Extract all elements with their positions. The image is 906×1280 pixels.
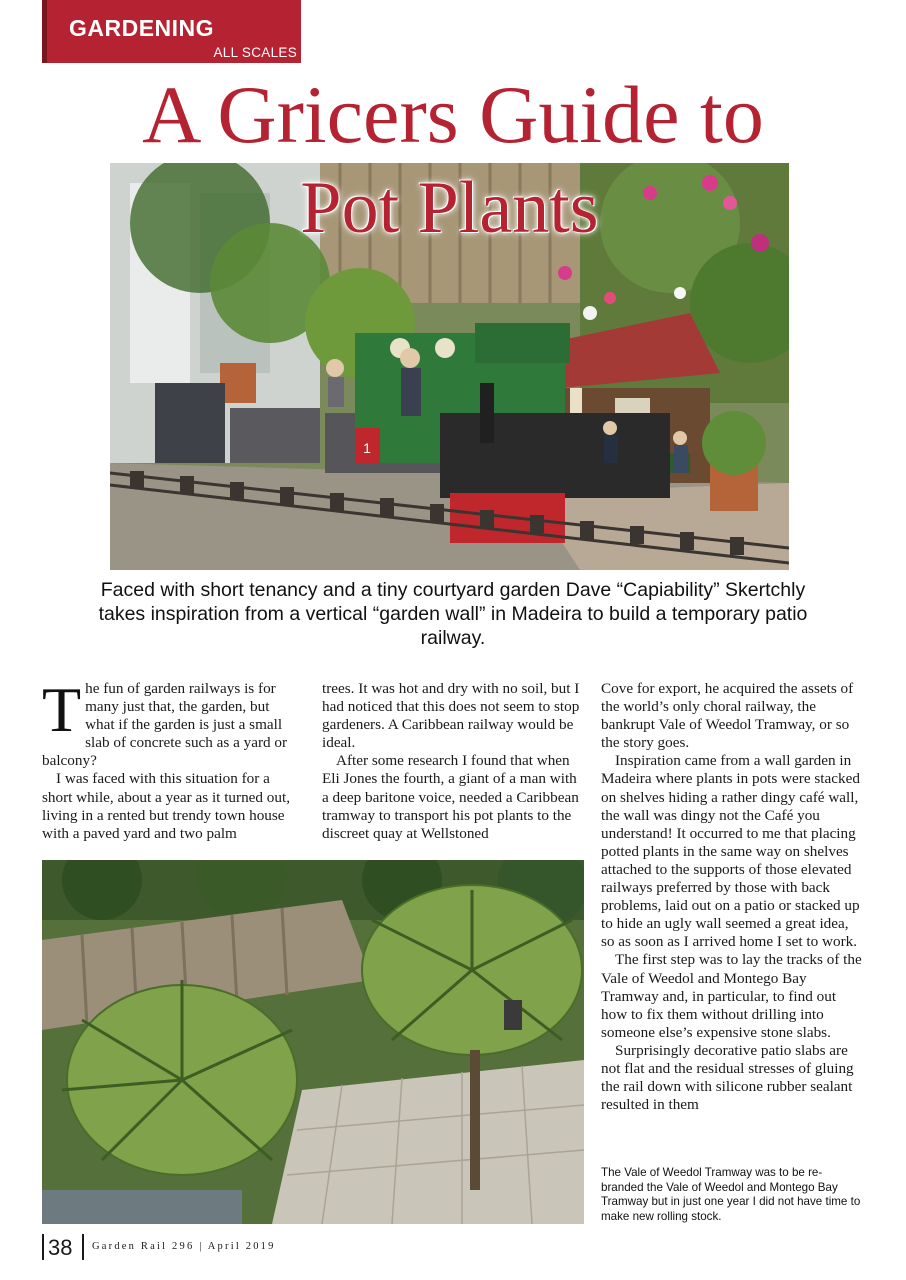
- drop-cap: T: [42, 674, 82, 745]
- loco-number-plate: 1: [363, 440, 371, 456]
- footer-publication: Garden Rail 296 | April 2019: [92, 1241, 276, 1252]
- headline-line-1: A Gricers Guide to: [142, 69, 764, 160]
- paragraph: Inspiration came from a wall garden in Madeira where plants in pots were stacked on shelves hiding a rather dingy café wall, the wall was dingy not the Café you understand! It occurred to me that placing potted plants in the same way on shelves attached to the supports of those elevated railways preferred by those with back problems, laid out on a patio or stacked up to hide an ugly wall seemed a great idea, so as soon as I arrived home I set to work.: [601, 752, 860, 951]
- paragraph: I was faced with this situation for a short while, about a year as it turned out, living in a rented but trendy town house with a paved yard and two palm: [42, 770, 290, 842]
- hero-photo-railway: [110, 163, 789, 570]
- section-label: GARDENING: [69, 15, 215, 41]
- paragraph: Cove for export, he acquired the assets of the world’s only choral railway, the bankrupt Vale of Weedol Tramway, or so the story goes.: [601, 680, 854, 752]
- paragraph: The first step was to lay the tracks of the Vale of Weedol and Montego Bay Tramway and, in particular, to find out how to fix them without drilling into someone else’s expensive stone slabs.: [601, 951, 862, 1041]
- body-column-2: [322, 680, 585, 843]
- paragraph: Surprisingly decorative patio slabs are not flat and the residual stresses of gluing the rail down with silicone rubber sealant resulted in them: [601, 1041, 854, 1114]
- footer-rule: [82, 1234, 84, 1260]
- standfirst: Faced with short tenancy and a tiny courtyard garden Dave “Capiability” Skertchly takes inspiration from a vertical “garden wall” in Madeira to build a temporary patio railway.: [98, 579, 808, 649]
- paragraph: trees. It was hot and dry with no soil, but I had noticed that this does not seem to stop gardeners. A Caribbean railway would be ideal.: [322, 680, 580, 752]
- section-tab: [42, 0, 301, 63]
- footer-rule: [42, 1234, 44, 1260]
- paragraph: After some research I found that when Eli Jones the fourth, a giant of a man with a deep baritone voice, needed a Caribbean tramway to transport his pot plants to the discreet quay at Wellstoned: [322, 752, 579, 842]
- page-number: 38: [48, 1235, 73, 1260]
- paragraph: he fun of garden railways is for many just that, the garden, but what if the garden is just a small slab of concrete such as a yard or balcony?: [42, 680, 288, 770]
- courtyard-photo-illustration: [42, 860, 584, 1224]
- body-column-3: [601, 680, 863, 1114]
- section-sublabel: ALL SCALES: [213, 45, 297, 60]
- courtyard-photo: [42, 860, 584, 1224]
- photo-caption: The Vale of Weedol Tramway was to be re-branded the Vale of Weedol and Montego Bay Tramway but in just one year I did not have time to make new rolling stock.: [601, 1166, 861, 1223]
- body-column-1: [42, 674, 293, 843]
- headline-line-2: Pot Plants: [300, 167, 599, 249]
